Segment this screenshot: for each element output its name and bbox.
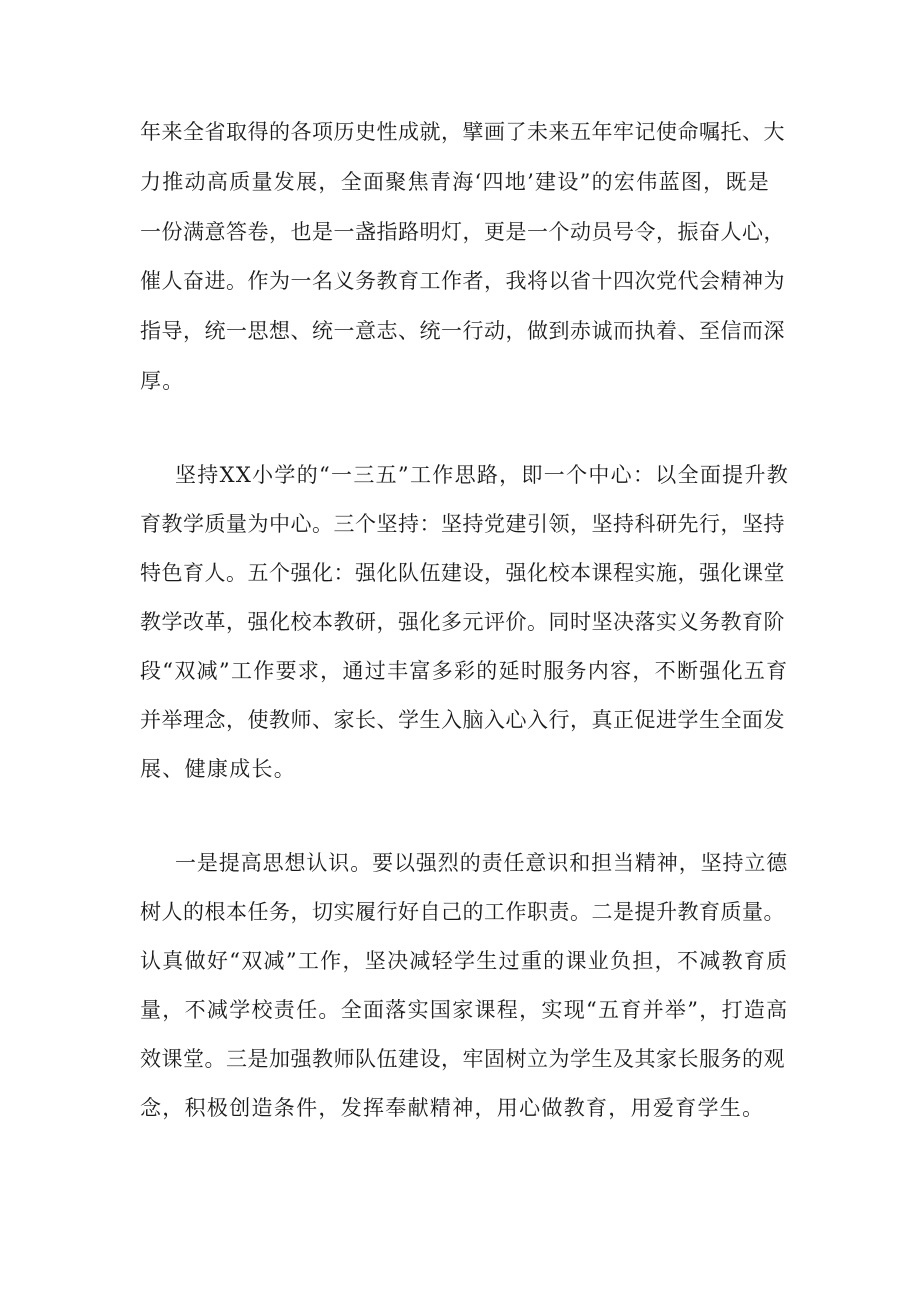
text-line: 段“双减”工作要求，通过丰富多彩的延时服务内容，不断强化五育	[140, 659, 789, 683]
text-line: 指导，统一思想、统一意志、统一行动，做到赤诚而执着、至信而深	[140, 319, 785, 343]
text-line: 催人奋进。作为一名义务教育工作者，我将以省十四次党代会精神为	[140, 269, 785, 293]
text-line: 力推动高质量发展，全面聚焦青海‘四地’建设”的宏伟蓝图，既是	[140, 170, 771, 194]
text-line: 厚。	[140, 369, 185, 393]
text-line: 展、健康成长。	[140, 757, 297, 781]
text-line: 认真做好“双减”工作，坚决减轻学生过重的课业负担，不减教育质	[140, 949, 789, 973]
text-line: 念，积极创造条件，发挥奉献精神，用心做教育，用爱育学生。	[140, 1096, 765, 1120]
text-line: 并举理念，使教师、家长、学生入脑入心入行，真正促进学生全面发	[140, 708, 785, 732]
text-line: 树人的根本任务，切实履行好自己的工作职责。二是提升教育质量。	[140, 900, 785, 924]
text-line: 年来全省取得的各项历史性成就，擘画了未来五年牢记使命嘱托、大	[140, 120, 785, 144]
text-line: 育教学质量为中心。三个坚持：坚持党建引领，坚持科研先行，坚持	[140, 512, 785, 536]
text-line: 坚持XX小学的“一三五”工作思路，即一个中心：以全面提升教	[175, 463, 790, 487]
text-line: 特色育人。五个强化：强化队伍建设，强化校本课程实施，强化课堂	[140, 561, 785, 585]
text-line: 量，不减学校责任。全面落实国家课程，实现“五育并举”，打造高	[140, 998, 789, 1022]
text-line: 一是提高思想认识。要以强烈的责任意识和担当精神，坚持立德	[175, 851, 789, 875]
text-line: 一份满意答卷，也是一盏指路明灯，更是一个动员号令，振奋人心，	[140, 220, 785, 244]
text-line: 效课堂。三是加强教师队伍建设，牢固树立为学生及其家长服务的观	[140, 1047, 785, 1071]
text-line: 教学改革，强化校本教研，强化多元评价。同时坚决落实义务教育阶	[140, 610, 785, 634]
